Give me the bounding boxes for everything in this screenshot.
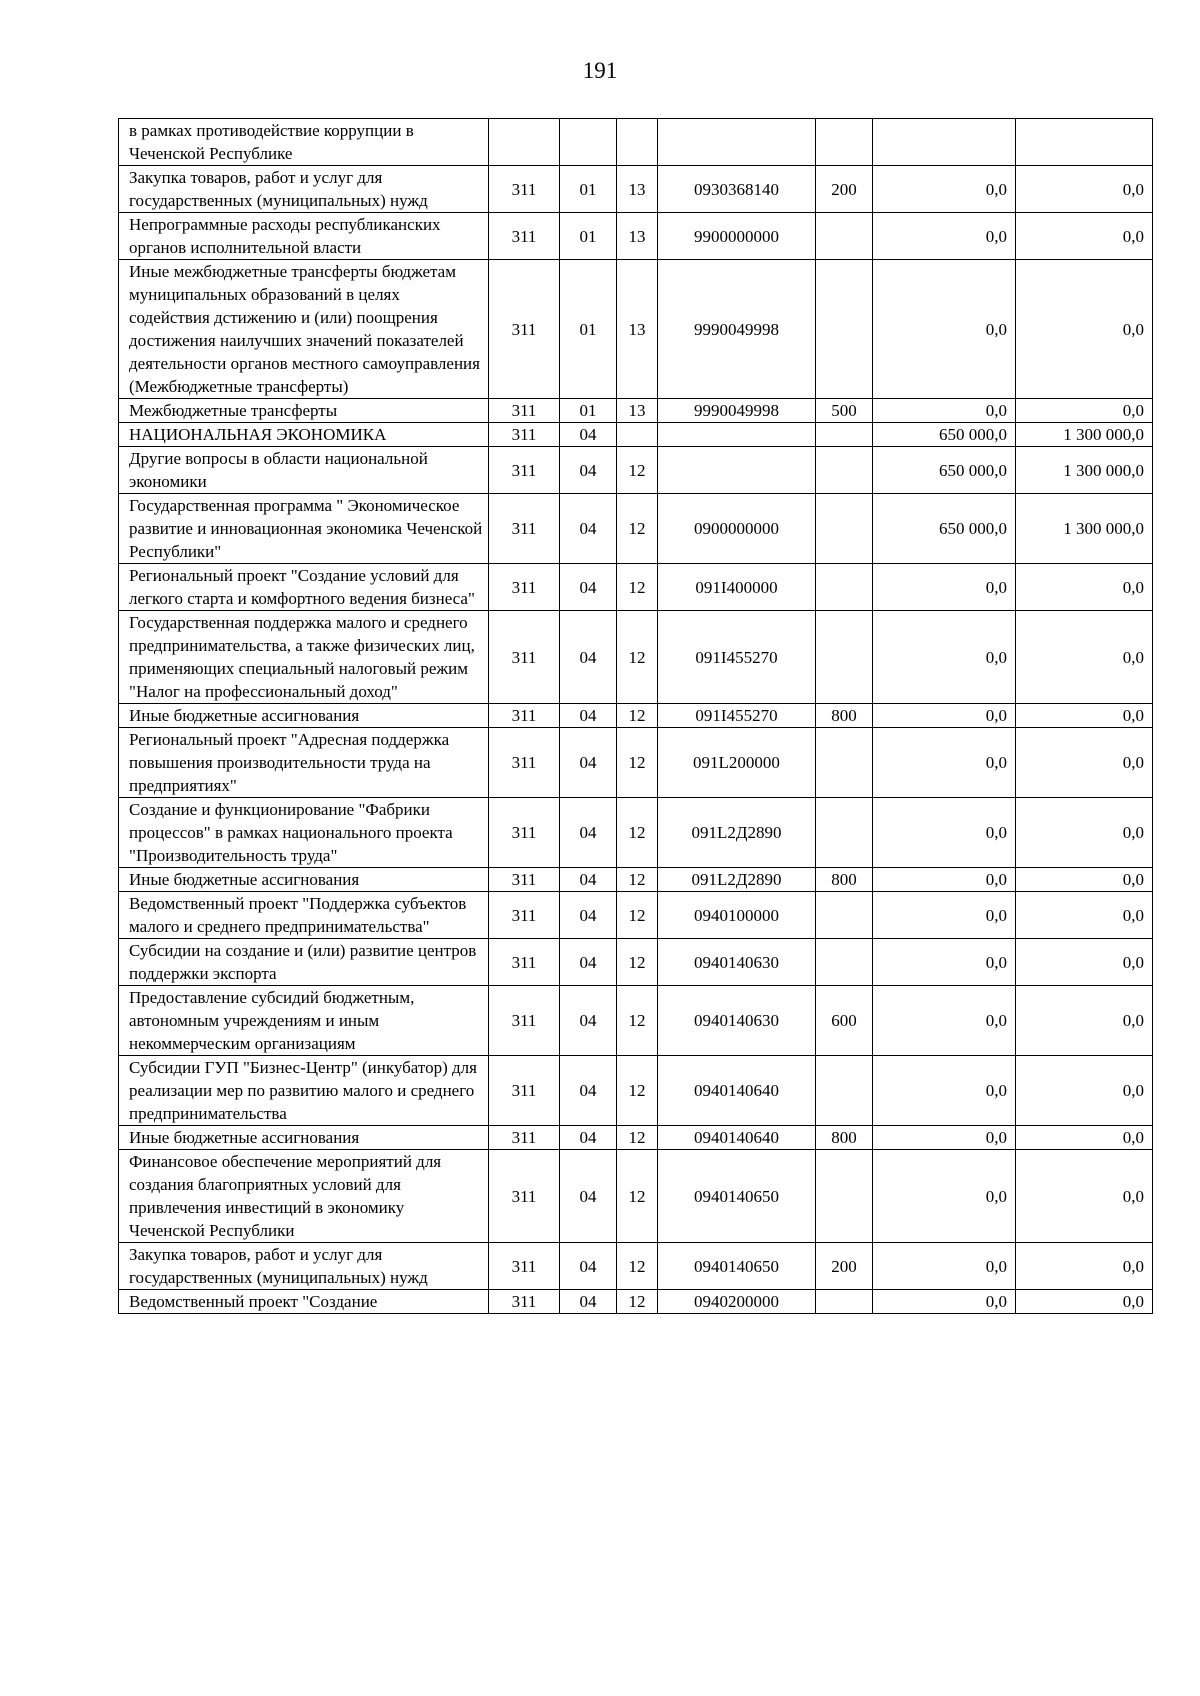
row-target-article: 0940140630 [658,939,816,986]
row-grbs-code: 311 [489,728,560,798]
row-target-article: 0930368140 [658,166,816,213]
row-section-code: 04 [560,423,617,447]
row-section-code: 04 [560,728,617,798]
row-target-article: 0940140650 [658,1243,816,1290]
row-amount-1: 0,0 [873,564,1016,611]
row-expense-type [816,939,873,986]
row-subsection-code: 13 [617,166,658,213]
row-amount-2 [1016,119,1153,166]
table-row [119,119,1153,166]
row-subsection-code: 12 [617,494,658,564]
row-name: Иные межбюджетные трансферты бюджетам муниципальных образований в целях содействия дстижению и (или) поощрения достижения наилучших значений показателей деятельности органов местного самоуправления (Межбюджетные трансферты) [119,260,489,399]
row-amount-2: 0,0 [1016,1126,1153,1150]
row-amount-1: 0,0 [873,260,1016,399]
row-amount-1: 0,0 [873,986,1016,1056]
table-row [119,213,1153,260]
row-amount-2: 0,0 [1016,1243,1153,1290]
row-section-code: 04 [560,892,617,939]
row-target-article: 9990049998 [658,260,816,399]
row-section-code: 04 [560,868,617,892]
row-grbs-code: 311 [489,260,560,399]
row-section-code: 01 [560,166,617,213]
row-target-article: 091I400000 [658,564,816,611]
row-grbs-code: 311 [489,1290,560,1314]
row-amount-1: 0,0 [873,399,1016,423]
row-subsection-code: 12 [617,1126,658,1150]
row-expense-type [816,611,873,704]
row-section-code: 04 [560,564,617,611]
row-section-code: 04 [560,986,617,1056]
row-name: Непрограммные расходы республиканских органов исполнительной власти [119,213,489,260]
row-section-code: 04 [560,611,617,704]
row-amount-2: 0,0 [1016,892,1153,939]
table-row [119,704,1153,728]
row-target-article: 0900000000 [658,494,816,564]
row-name: Субсидии на создание и (или) развитие центров поддержки экспорта [119,939,489,986]
row-section-code [560,119,617,166]
row-amount-1: 0,0 [873,1126,1016,1150]
row-subsection-code: 12 [617,892,658,939]
row-expense-type: 800 [816,704,873,728]
row-target-article: 091L2Д2890 [658,868,816,892]
row-target-article: 091L200000 [658,728,816,798]
table-row [119,798,1153,868]
row-grbs-code: 311 [489,213,560,260]
row-amount-2: 0,0 [1016,939,1153,986]
row-grbs-code: 311 [489,423,560,447]
page-number: 191 [582,58,618,83]
row-amount-1: 650 000,0 [873,494,1016,564]
table-row [119,1290,1153,1314]
row-expense-type [816,1290,873,1314]
row-amount-1: 0,0 [873,868,1016,892]
row-section-code: 01 [560,213,617,260]
row-grbs-code: 311 [489,939,560,986]
budget-table [118,118,1153,1314]
table-row [119,494,1153,564]
row-subsection-code: 12 [617,986,658,1056]
row-name: Субсидии ГУП "Бизнес-Центр" (инкубатор) для реализации мер по развитию малого и среднего предпринимательства [119,1056,489,1126]
row-subsection-code: 12 [617,564,658,611]
row-target-article [658,423,816,447]
row-name: Закупка товаров, работ и услуг для государственных (муниципальных) нужд [119,166,489,213]
row-section-code: 04 [560,798,617,868]
row-expense-type: 200 [816,1243,873,1290]
row-expense-type: 200 [816,166,873,213]
row-section-code: 04 [560,1126,617,1150]
row-expense-type: 600 [816,986,873,1056]
row-amount-2: 0,0 [1016,611,1153,704]
row-subsection-code [617,423,658,447]
row-amount-2: 0,0 [1016,564,1153,611]
row-name: Предоставление субсидий бюджетным, автономным учреждениям и иным некоммерческим организациям [119,986,489,1056]
row-section-code: 04 [560,1150,617,1243]
table-row [119,1056,1153,1126]
table-row [119,1243,1153,1290]
row-subsection-code: 12 [617,868,658,892]
row-grbs-code: 311 [489,704,560,728]
row-grbs-code: 311 [489,892,560,939]
table-row [119,447,1153,494]
row-subsection-code: 12 [617,1290,658,1314]
row-amount-2: 0,0 [1016,704,1153,728]
row-amount-1 [873,119,1016,166]
row-name: Государственная поддержка малого и среднего предпринимательства, а также физических лиц, применяющих специальный налоговый режим "Налог на профессиональный доход" [119,611,489,704]
row-name: Иные бюджетные ассигнования [119,1126,489,1150]
table-row [119,166,1153,213]
row-subsection-code: 13 [617,399,658,423]
row-target-article: 9900000000 [658,213,816,260]
row-name: в рамках противодействие коррупции в Чеченской Республике [119,119,489,166]
row-amount-2: 0,0 [1016,1056,1153,1126]
row-amount-2: 0,0 [1016,1290,1153,1314]
row-amount-1: 0,0 [873,1150,1016,1243]
row-section-code: 04 [560,704,617,728]
table-row [119,868,1153,892]
row-name: Иные бюджетные ассигнования [119,868,489,892]
row-name: Закупка товаров, работ и услуг для государственных (муниципальных) нужд [119,1243,489,1290]
row-expense-type [816,892,873,939]
row-name: Финансовое обеспечение мероприятий для создания благоприятных условий для привлечения инвестиций в экономику Чеченской Республики [119,1150,489,1243]
row-amount-2: 0,0 [1016,728,1153,798]
row-amount-1: 0,0 [873,798,1016,868]
row-grbs-code: 311 [489,564,560,611]
row-amount-2: 1 300 000,0 [1016,447,1153,494]
row-grbs-code: 311 [489,399,560,423]
row-target-article: 0940140630 [658,986,816,1056]
row-amount-2: 0,0 [1016,260,1153,399]
row-expense-type [816,494,873,564]
row-amount-1: 0,0 [873,611,1016,704]
row-amount-1: 0,0 [873,939,1016,986]
row-subsection-code: 12 [617,1243,658,1290]
row-target-article: 0940200000 [658,1290,816,1314]
table-row [119,728,1153,798]
row-expense-type [816,728,873,798]
row-expense-type: 800 [816,1126,873,1150]
row-name: Государственная программа " Экономическое развитие и инновационная экономика Чеченской Республики" [119,494,489,564]
row-subsection-code: 12 [617,939,658,986]
row-section-code: 04 [560,1290,617,1314]
row-expense-type [816,1056,873,1126]
row-name: Другие вопросы в области национальной экономики [119,447,489,494]
row-subsection-code: 12 [617,704,658,728]
row-grbs-code: 311 [489,611,560,704]
row-expense-type [816,119,873,166]
row-name: Региональный проект "Создание условий для легкого старта и комфортного ведения бизнеса" [119,564,489,611]
row-amount-2: 0,0 [1016,986,1153,1056]
row-subsection-code: 12 [617,1056,658,1126]
row-name: НАЦИОНАЛЬНАЯ ЭКОНОМИКА [119,423,489,447]
row-expense-type [816,798,873,868]
row-grbs-code: 311 [489,1126,560,1150]
row-expense-type: 800 [816,868,873,892]
row-grbs-code: 311 [489,1243,560,1290]
table-row [119,1150,1153,1243]
row-expense-type [816,423,873,447]
row-grbs-code: 311 [489,447,560,494]
row-target-article [658,119,816,166]
row-name: Иные бюджетные ассигнования [119,704,489,728]
table-row [119,611,1153,704]
row-section-code: 01 [560,260,617,399]
table-row [119,939,1153,986]
row-amount-1: 0,0 [873,1290,1016,1314]
row-amount-2: 0,0 [1016,1150,1153,1243]
row-target-article: 0940140650 [658,1150,816,1243]
row-target-article: 0940140640 [658,1056,816,1126]
row-subsection-code: 12 [617,1150,658,1243]
table-row [119,986,1153,1056]
row-grbs-code: 311 [489,986,560,1056]
row-name: Создание и функционирование "Фабрики процессов" в рамках национального проекта "Производительность труда" [119,798,489,868]
row-section-code: 04 [560,447,617,494]
row-section-code: 04 [560,939,617,986]
row-amount-1: 0,0 [873,213,1016,260]
row-target-article: 091I455270 [658,704,816,728]
row-grbs-code: 311 [489,1056,560,1126]
row-expense-type [816,1150,873,1243]
row-amount-2: 1 300 000,0 [1016,423,1153,447]
row-expense-type [816,260,873,399]
row-grbs-code: 311 [489,798,560,868]
row-amount-2: 0,0 [1016,166,1153,213]
row-target-article: 0940100000 [658,892,816,939]
row-amount-1: 0,0 [873,1056,1016,1126]
row-subsection-code: 12 [617,447,658,494]
row-amount-1: 0,0 [873,704,1016,728]
row-amount-2: 0,0 [1016,213,1153,260]
row-target-article: 0940140640 [658,1126,816,1150]
table-row [119,423,1153,447]
row-name: Ведомственный проект "Поддержка субъектов малого и среднего предпринимательства" [119,892,489,939]
row-amount-1: 650 000,0 [873,423,1016,447]
row-name: Ведомственный проект "Создание [119,1290,489,1314]
row-subsection-code: 12 [617,798,658,868]
row-name: Межбюджетные трансферты [119,399,489,423]
row-target-article: 9990049998 [658,399,816,423]
row-amount-1: 0,0 [873,892,1016,939]
row-amount-1: 650 000,0 [873,447,1016,494]
row-amount-2: 0,0 [1016,868,1153,892]
row-subsection-code: 13 [617,260,658,399]
row-expense-type [816,213,873,260]
row-amount-2: 0,0 [1016,399,1153,423]
row-target-article: 091I455270 [658,611,816,704]
row-subsection-code: 13 [617,213,658,260]
row-expense-type [816,564,873,611]
table-row [119,564,1153,611]
row-amount-2: 0,0 [1016,798,1153,868]
row-expense-type: 500 [816,399,873,423]
row-subsection-code: 12 [617,728,658,798]
row-target-article [658,447,816,494]
row-amount-1: 0,0 [873,1243,1016,1290]
row-section-code: 04 [560,1056,617,1126]
row-section-code: 01 [560,399,617,423]
table-row [119,399,1153,423]
row-grbs-code: 311 [489,1150,560,1243]
row-amount-1: 0,0 [873,166,1016,213]
table-row [119,260,1153,399]
row-section-code: 04 [560,494,617,564]
row-amount-2: 1 300 000,0 [1016,494,1153,564]
row-grbs-code: 311 [489,494,560,564]
row-grbs-code: 311 [489,166,560,213]
table-row [119,892,1153,939]
row-grbs-code: 311 [489,868,560,892]
row-subsection-code [617,119,658,166]
row-grbs-code [489,119,560,166]
row-amount-1: 0,0 [873,728,1016,798]
row-target-article: 091L2Д2890 [658,798,816,868]
row-expense-type [816,447,873,494]
row-name: Региональный проект "Адресная поддержка повышения производительности труда на предприятиях" [119,728,489,798]
table-row [119,1126,1153,1150]
row-section-code: 04 [560,1243,617,1290]
row-subsection-code: 12 [617,611,658,704]
